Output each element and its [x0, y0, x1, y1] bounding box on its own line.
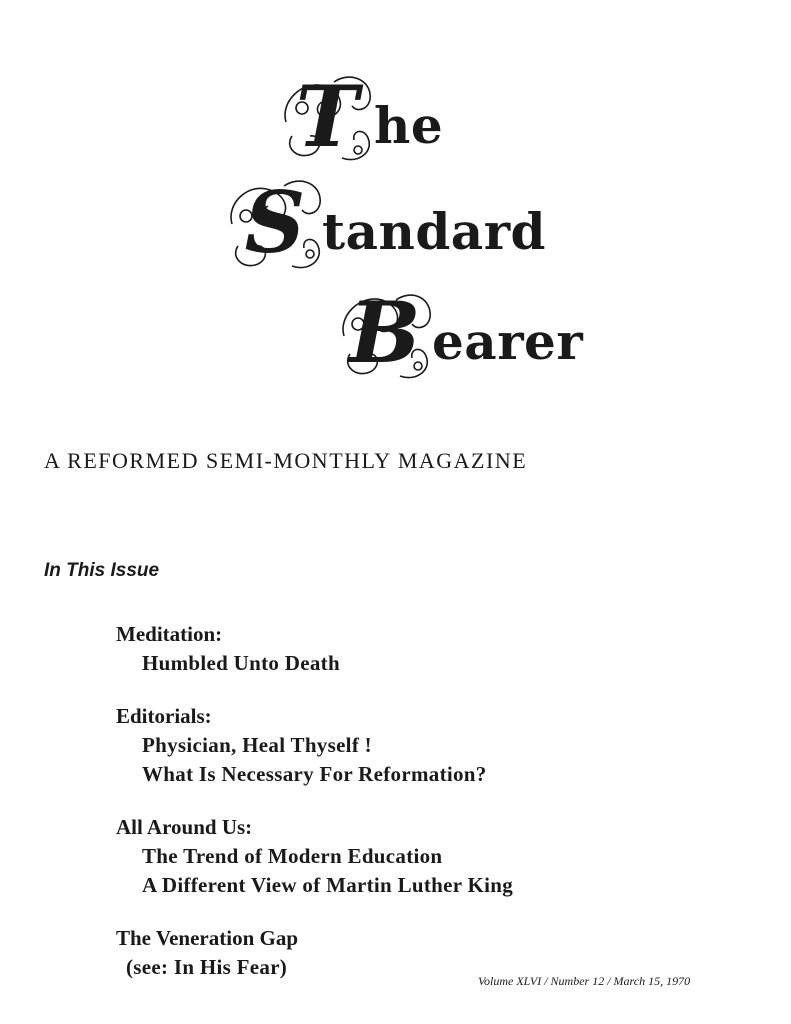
toc-section-editorials: [116, 702, 676, 789]
toc-item: Physician, Heal Thyself !: [142, 733, 372, 757]
initial-letter: S: [244, 173, 306, 272]
masthead-word-rest: he: [374, 96, 444, 155]
toc-section-title: All Around Us:: [116, 815, 253, 839]
masthead-word-rest: tandard: [322, 202, 547, 261]
ornate-initial-s: [220, 168, 330, 278]
masthead-line-bearer: [330, 278, 583, 388]
volume-issue-date: Volume XLVI / Number 12 / March 15, 1970: [478, 974, 691, 988]
masthead-word-rest: earer: [432, 312, 584, 371]
masthead-line-the: [272, 62, 443, 172]
magazine-tagline: A REFORMED SEMI-MONTHLY MAGAZINE: [44, 448, 528, 473]
toc-section-title: Editorials:: [116, 704, 212, 728]
toc-section-title: Meditation:: [116, 622, 223, 646]
toc-item: Humbled Unto Death: [142, 651, 340, 675]
issue-heading: In This Issue: [44, 560, 160, 581]
table-of-contents: [116, 620, 676, 1006]
toc-section-all-around-us: [116, 813, 676, 900]
toc-item: What Is Necessary For Reformation?: [142, 762, 487, 786]
toc-item: The Trend of Modern Education: [142, 844, 443, 868]
ornate-initial-b: [330, 278, 440, 388]
initial-letter: B: [349, 283, 421, 382]
toc-item: (see: In His Fear): [126, 955, 288, 979]
toc-section-title: The Veneration Gap: [116, 926, 299, 950]
ornate-initial-t: [272, 62, 382, 172]
initial-letter: T: [295, 67, 359, 166]
toc-item: A Different View of Martin Luther King: [142, 873, 514, 897]
toc-section-meditation: [116, 620, 676, 678]
masthead-line-standard: [220, 168, 546, 278]
